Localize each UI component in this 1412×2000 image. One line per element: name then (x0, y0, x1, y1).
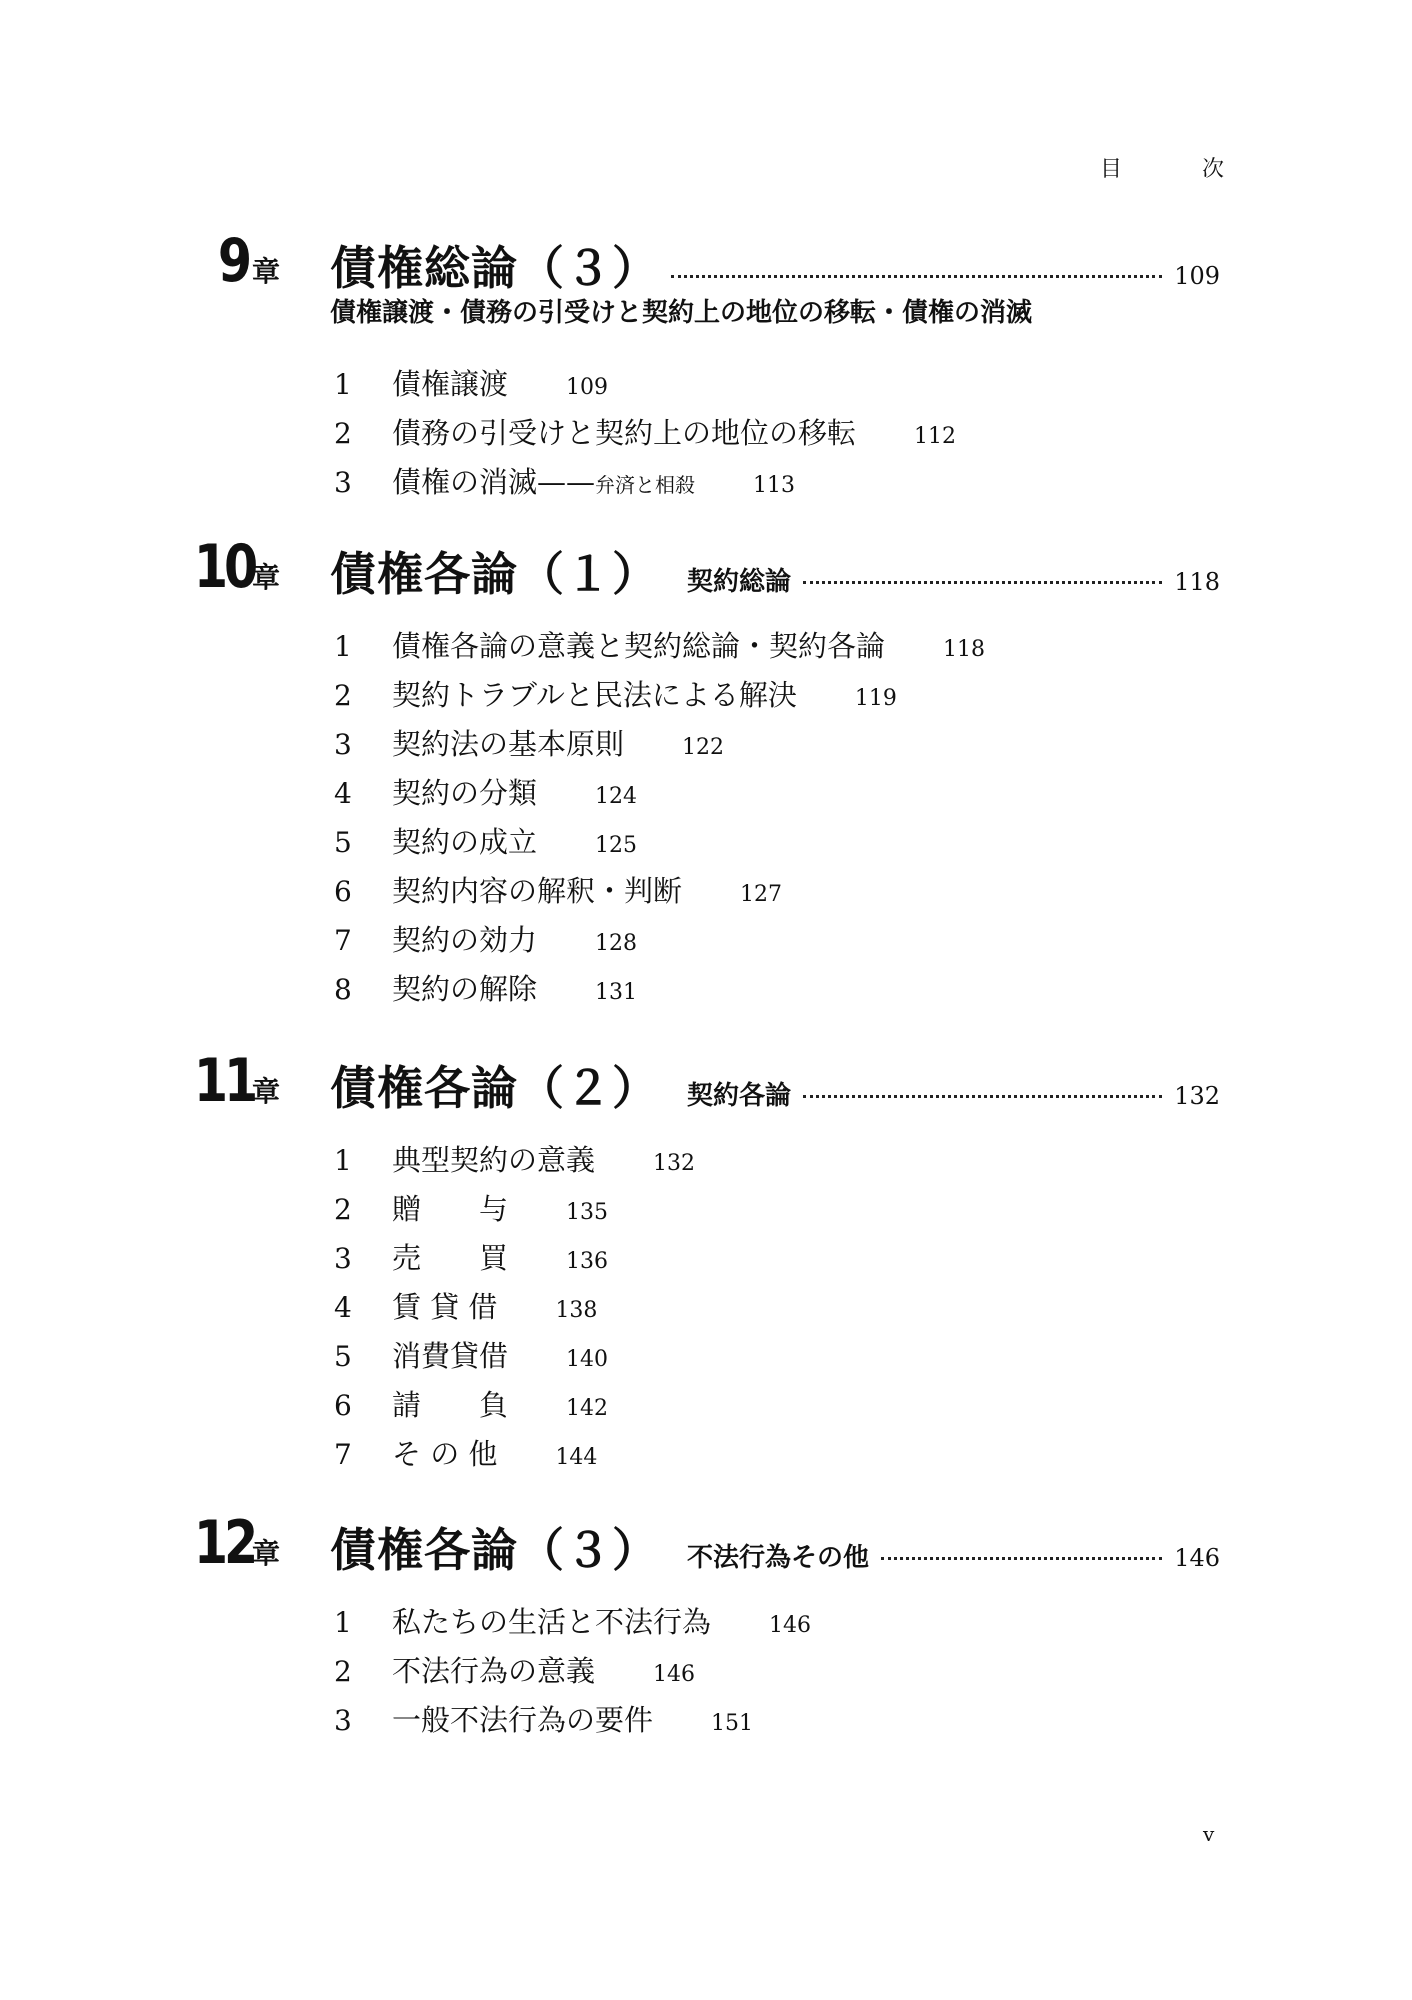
dot-leader (803, 581, 1162, 584)
section-page: 140 (566, 1347, 609, 1372)
running-head (1100, 152, 1224, 183)
section-item[interactable] (334, 1236, 695, 1285)
section-number: 4 (334, 777, 352, 810)
chapter-digit: 9 (217, 226, 248, 296)
section-item[interactable] (334, 1285, 695, 1334)
section-number: 6 (334, 1389, 352, 1422)
running-head-right: 次 (1201, 157, 1224, 182)
section-item[interactable] (334, 722, 985, 771)
chapter-number (182, 532, 288, 602)
section-title: 契約の成立 (392, 825, 538, 859)
section-page: 132 (653, 1151, 696, 1176)
chapter-number (182, 226, 288, 296)
section-item[interactable] (334, 967, 985, 1016)
section-page: 112 (914, 424, 957, 449)
section-number: 3 (334, 1704, 352, 1737)
section-number: 6 (334, 875, 352, 908)
section-list (334, 624, 985, 1016)
section-item[interactable] (334, 771, 985, 820)
chapter-page: 118 (1174, 568, 1220, 596)
chapter-number (182, 1508, 288, 1578)
section-page: 127 (740, 882, 783, 907)
section-title: そ の 他 (392, 1437, 498, 1471)
section-item[interactable] (334, 1698, 811, 1747)
chapter-suffix: 章 (252, 561, 281, 594)
chapter-subtitle: 契約各論 (687, 1081, 792, 1111)
section-number: 7 (334, 1438, 352, 1471)
section-page: 136 (566, 1249, 609, 1274)
chapter-page: 146 (1174, 1544, 1220, 1572)
section-number: 3 (334, 1242, 352, 1275)
dot-leader (671, 275, 1162, 278)
section-item[interactable] (334, 918, 985, 967)
section-item[interactable] (334, 869, 985, 918)
chapter-heading[interactable] (330, 232, 1220, 298)
section-number: 8 (334, 973, 352, 1006)
section-title: 契約法の基本原則 (392, 727, 625, 761)
section-title: 契約内容の解釈・判断 (392, 874, 683, 908)
section-item[interactable] (334, 362, 956, 411)
section-number: 2 (334, 1655, 352, 1688)
section-item[interactable] (334, 1187, 695, 1236)
chapter-digit: 12 (193, 1508, 255, 1578)
section-title: 債務の引受けと契約上の地位の移転 (392, 416, 857, 450)
section-item[interactable] (334, 1138, 695, 1187)
section-title: 賃 貸 借 (392, 1290, 498, 1324)
section-page: 151 (711, 1711, 754, 1736)
section-item[interactable] (334, 1649, 811, 1698)
section-item[interactable] (334, 1334, 695, 1383)
section-page: 128 (595, 931, 638, 956)
chapter-heading[interactable] (330, 1052, 1220, 1118)
section-page: 146 (769, 1613, 812, 1638)
section-page: 135 (566, 1200, 609, 1225)
section-item[interactable] (334, 673, 985, 722)
chapter-title: 債権総論（３） (330, 241, 659, 295)
section-subtitle: 弁済と相殺 (595, 473, 696, 497)
chapter-subtitle: 債権譲渡・債務の引受けと契約上の地位の移転・債権の消滅 (330, 298, 1033, 328)
chapter-suffix: 章 (252, 1537, 281, 1570)
section-page: 122 (682, 735, 725, 760)
section-title: 債権各論の意義と契約総論・契約各論 (392, 629, 886, 663)
section-item[interactable] (334, 460, 956, 509)
section-item[interactable] (334, 1432, 695, 1481)
section-number: 5 (334, 1340, 352, 1373)
section-title: 契約の分類 (392, 776, 538, 810)
chapter-number (182, 1046, 288, 1116)
dot-leader (881, 1557, 1162, 1560)
section-title: 消費貸借 (392, 1339, 509, 1373)
chapter-subtitle: 不法行為その他 (687, 1543, 870, 1573)
section-item[interactable] (334, 1600, 811, 1649)
chapter-heading[interactable] (330, 538, 1220, 604)
section-title: 契約の効力 (392, 923, 538, 957)
section-title: 契約トラブルと民法による解決 (392, 678, 797, 712)
chapter-digit: 10 (193, 532, 255, 602)
section-item[interactable] (334, 624, 985, 673)
section-title: 売 買 (392, 1241, 509, 1275)
section-number: 3 (334, 466, 352, 499)
chapter-title: 債権各論（２） (330, 1061, 659, 1115)
section-title: 一般不法行為の要件 (392, 1703, 654, 1737)
dot-leader (803, 1095, 1162, 1098)
section-item[interactable] (334, 820, 985, 869)
section-title: 私たちの生活と不法行為 (392, 1605, 712, 1639)
chapter-title: 債権各論（１） (330, 547, 659, 601)
section-title: 贈 与 (392, 1192, 509, 1226)
section-number: 1 (334, 368, 352, 401)
section-number: 7 (334, 924, 352, 957)
section-title: 債権の消滅—— (392, 465, 596, 499)
chapter-digit: 11 (193, 1046, 255, 1116)
section-page: 131 (595, 980, 638, 1005)
section-page: 109 (566, 375, 609, 400)
chapter-suffix: 章 (252, 255, 281, 288)
chapter-page: 109 (1174, 262, 1220, 290)
page-number: v (1203, 1822, 1215, 1846)
section-title: 不法行為の意義 (392, 1654, 596, 1688)
section-page: 125 (595, 833, 638, 858)
section-list (334, 1138, 695, 1481)
section-number: 2 (334, 1193, 352, 1226)
section-title: 典型契約の意義 (392, 1143, 596, 1177)
chapter-page: 132 (1174, 1082, 1220, 1110)
section-page: 113 (753, 473, 796, 498)
section-title: 債権譲渡 (392, 367, 509, 401)
section-number: 4 (334, 1291, 352, 1324)
chapter-suffix: 章 (252, 1075, 281, 1108)
section-number: 1 (334, 630, 352, 663)
section-number: 2 (334, 679, 352, 712)
chapter-title: 債権各論（３） (330, 1523, 659, 1577)
section-list (334, 362, 956, 509)
section-list (334, 1600, 811, 1747)
section-page: 142 (566, 1396, 609, 1421)
section-number: 5 (334, 826, 352, 859)
chapter-subtitle: 契約総論 (687, 567, 792, 597)
chapter-heading[interactable] (330, 1514, 1220, 1580)
section-item[interactable] (334, 411, 956, 460)
section-item[interactable] (334, 1383, 695, 1432)
section-page: 144 (555, 1445, 598, 1470)
section-title: 契約の解除 (392, 972, 538, 1006)
section-number: 1 (334, 1606, 352, 1639)
running-head-left: 目 (1100, 157, 1123, 182)
section-number: 2 (334, 417, 352, 450)
section-number: 1 (334, 1144, 352, 1177)
section-page: 118 (943, 637, 986, 662)
section-page: 124 (595, 784, 638, 809)
section-page: 119 (854, 686, 897, 711)
section-title: 請 負 (392, 1388, 509, 1422)
section-page: 146 (653, 1662, 696, 1687)
section-number: 3 (334, 728, 352, 761)
section-page: 138 (555, 1298, 598, 1323)
